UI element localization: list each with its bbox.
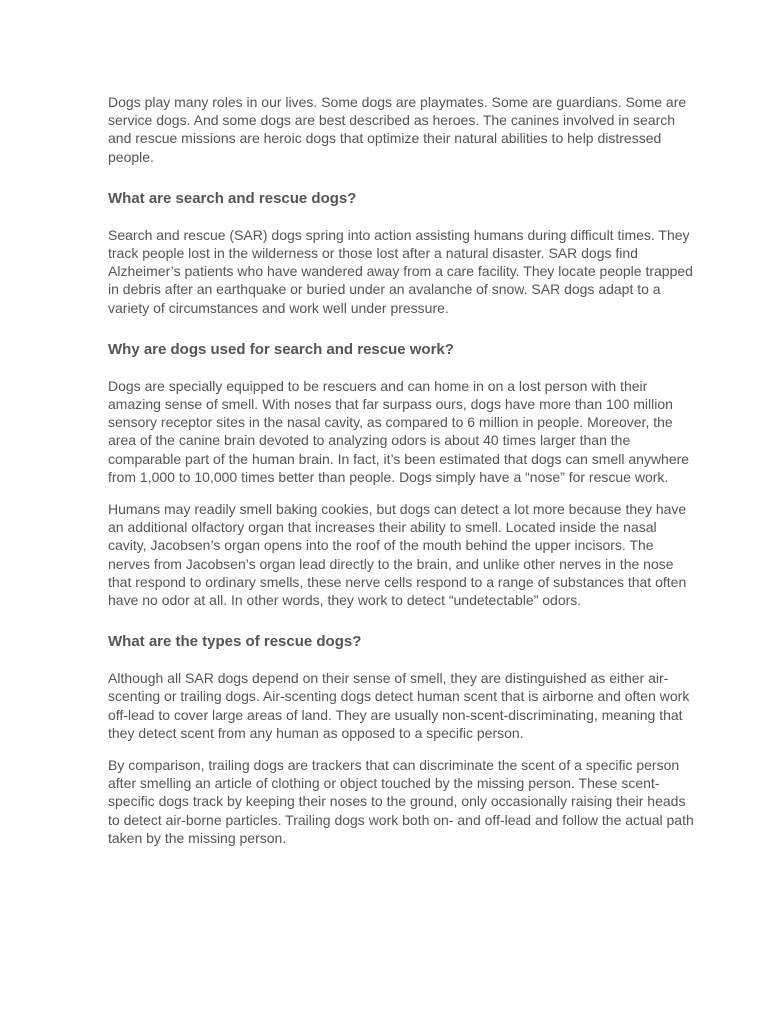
why-dogs-paragraph-1: Dogs are specially equipped to be rescuers and can home in on a lost person with their amazing sense of smell. With noses that far surpass ours, dogs have more than 100 million sensory receptor sites in the nasal cavity, as compared to 6 million in people. Moreover, the area of the canine brain devoted to analyzing odors is about 40 times larger than the comparable part of the human brain. In fact, it’s been estimated that dogs can smell anywhere from 1,000 to 10,000 times better than people. Dogs simply have a “nose” for rescue work. — [108, 377, 690, 485]
section-heading-types-of-rescue-dogs: What are the types of rescue dogs? — [108, 633, 362, 651]
intro-paragraph: Dogs play many roles in our lives. Some dogs are playmates. Some are guardians. Some are service dogs. And some dogs are best described as heroes. The canines involved in search and rescue missions are heroic dogs that optimize their natural abilities to help distressed people. — [108, 94, 687, 165]
sar-dogs-paragraph: Search and rescue (SAR) dogs spring into action assisting humans during difficult times. They track people lost in the wilderness or those lost after a natural disaster. SAR dogs find Alzheimer’s patients who have wandered away from a care facility. They locate people trapped in debris after an earthquake or buried under an avalanche of snow. SAR dogs adapt to a variety of circumstances and work well under pressure. — [108, 226, 693, 316]
why-dogs-paragraph-2: Humans may readily smell baking cookies, but dogs can detect a lot more because they have an additional olfactory organ that increases their ability to smell. Located inside the nasal cavity, Jacobsen’s organ opens into the roof of the mouth behind the upper incisors. The nerves from Jacobsen’s organ lead directly to the brain, and unlike other nerves in the nose that respond to ordinary smells, these nerve cells respond to a range of substances that often have no odor at all. In other words, they work to detect “undetectable” odors. — [108, 501, 687, 609]
section-heading-why-dogs-used: Why are dogs used for search and rescue work? — [108, 340, 454, 358]
section-heading-what-are-sar-dogs: What are search and rescue dogs? — [108, 189, 357, 207]
document-body — [108, 93, 698, 861]
types-paragraph-2: By comparison, trailing dogs are trackers that can discriminate the scent of a specific person after smelling an article of clothing or object touched by the missing person. These scent-specific dogs track by keeping their noses to the ground, only occasionally raising their heads to detect air-borne particles. Trailing dogs work both on- and off-lead and follow the actual path taken by the missing person. — [108, 757, 694, 846]
types-paragraph-1: Although all SAR dogs depend on their sense of smell, they are distinguished as either air-scenting or trailing dogs. Air-scenting dogs detect human scent that is airborne and often work off-lead to cover large areas of land. They are usually non-scent-discriminating, meaning that they detect scent from any human as opposed to a specific person. — [108, 670, 690, 741]
